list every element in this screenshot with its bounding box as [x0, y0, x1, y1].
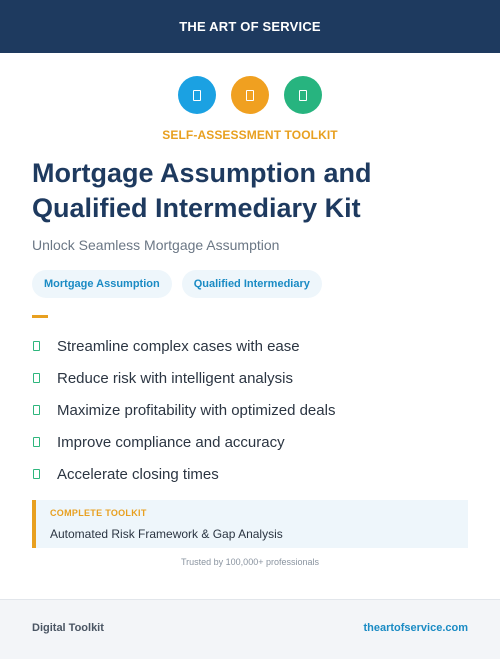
title-line: Mortgage Assumption and: [32, 158, 372, 188]
feature-item: [32, 330, 335, 362]
tag-qualified-intermediary: Qualified Intermediary: [182, 270, 322, 298]
title-line: Qualified Intermediary Kit: [32, 193, 361, 223]
feature-text: Improve compliance and accuracy: [57, 433, 285, 451]
check-icon: [33, 341, 40, 351]
feature-text: Reduce risk with intelligent analysis: [57, 369, 293, 387]
feature-item: [32, 458, 335, 490]
tag-mortgage-assumption: Mortgage Assumption: [32, 270, 172, 298]
document-icon: [284, 76, 322, 114]
check-icon: [33, 469, 40, 479]
document-icon: [178, 76, 216, 114]
document-icon: [231, 76, 269, 114]
callout-label: COMPLETE TOOLKIT: [50, 508, 147, 518]
check-icon: [33, 437, 40, 447]
icon-row: [0, 76, 500, 114]
feature-list: [32, 330, 335, 490]
accent-divider: [32, 315, 48, 318]
trusted-note: Trusted by 100,000+ professionals: [180, 557, 319, 567]
feature-item: [32, 362, 335, 394]
footer-label: Digital Toolkit: [32, 622, 104, 634]
toolkit-callout: [32, 500, 468, 548]
feature-item: [32, 394, 335, 426]
check-icon: [33, 405, 40, 415]
feature-text: Accelerate closing times: [57, 465, 219, 483]
footer: [0, 599, 500, 659]
subtitle: Unlock Seamless Mortgage Assumption: [32, 237, 280, 253]
feature-item: [32, 426, 335, 458]
check-icon: [33, 373, 40, 383]
page-title: [32, 156, 472, 226]
brand-name: THE ART OF SERVICE: [179, 19, 321, 34]
footer-website-link[interactable]: theartofservice.com: [363, 622, 468, 634]
tag-list: [32, 270, 322, 298]
callout-text: Automated Risk Framework & Gap Analysis: [50, 527, 283, 541]
feature-text: Streamline complex cases with ease: [57, 337, 300, 355]
kicker-label: SELF-ASSESSMENT TOOLKIT: [162, 128, 338, 142]
feature-text: Maximize profitability with optimized deals: [57, 401, 336, 419]
top-banner: [0, 0, 500, 53]
